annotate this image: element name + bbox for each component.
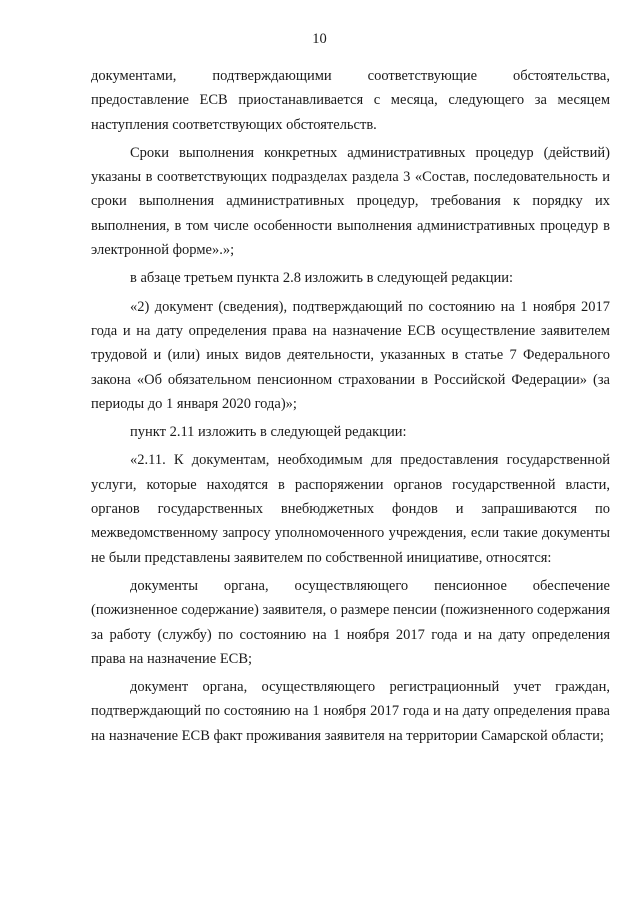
paragraph-7: документы органа, осуществляющего пенсионное обеспечение (пожизненное содержание) заявителя, о размере пенсии (пожизненного содержания за работу (службу) по состоянию на 1 ноября 2017 года и на дату определения права на назначение ЕСВ; [91,577,610,667]
paragraph-6: «2.11. К документам, необходимым для предоставления государственной услуги, которые находятся в распоряжении органов государственной власти, органов государственных внебюджетных фондов и запрашиваются по межведомственному запросу уполномоченного учреждения, если такие документы не были представлены заявителем по собственной инициативе, относятся: [91,452,610,566]
paragraph-5: пункт 2.11 изложить в следующей редакции: [130,424,407,441]
paragraph-4: «2) документ (сведения), подтверждающий по состоянию на 1 ноября 2017 года и на дату определения права на назначение ЕСВ осуществление заявителем трудовой и (или) иных видов деятельности, указанных в статье 7 Федерального закона «Об обязательном пенсионном страховании в Российской Федерации» (за периоды до 1 января 2020 года)»; [91,298,610,412]
paragraph-8: документ органа, осуществляющего регистрационный учет граждан, подтверждающий по состоянию на 1 ноября 2017 года и на дату определения права на назначение ЕСВ факт проживания заявителя на территории Самарской области; [91,679,610,744]
document-body [91,64,610,748]
paragraph-1: документами, подтверждающими соответствующие обстоятельства, предоставление ЕСВ приостанавливается с месяца, следующего за месяцем наступления соответствующих обстоятельств. [91,68,610,133]
paragraph-3: в абзаце третьем пункта 2.8 изложить в следующей редакции: [130,270,514,287]
paragraph-2: Сроки выполнения конкретных административных процедур (действий) указаны в соответствующих подразделах раздела 3 «Состав, последовательность и сроки выполнения административных процедур, требования к порядку их выполнения, в том числе особенности выполнения административных процедур в электронной форме».»; [91,144,610,259]
page-number: 10 [312,31,327,47]
